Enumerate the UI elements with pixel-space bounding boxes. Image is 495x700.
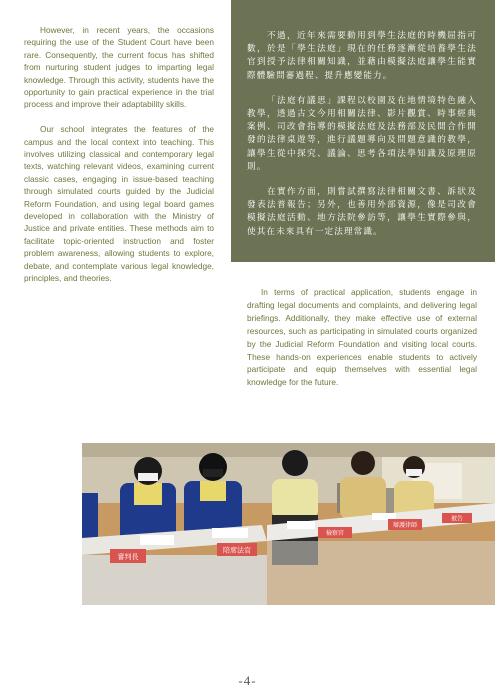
nameplate-presiding-judge [110,549,146,563]
nameplate-label: 陪席法官 [223,546,251,555]
english-paragraph: Our school integrates the features of the campus and the local context into teaching. This involves utilizing classical and contemporary legal texts, watching relevant videos, examining current classic cases, engaging in issue-based teaching through simulated courts guided by the Judicial Reform Foundation, and using legal board games developed in collaboration with the Ministry of Justice and private entities. These methods aim to facilitate topic-oriented instruction and foster problem awareness, allowing students to explore, debate, and contemplate various legal knowledge, principles, and theories. [24,124,214,284]
nameplate-defense [388,519,422,530]
nameplate-prosecutor [318,527,352,538]
page-number: -4- [238,673,257,688]
english-paragraph: However, in recent years, the occasions requiring the use of the Student Court have been rare. Consequently, the current focus has shifted from nurturing student judges to imparting legal knowledge. Through this activity, students have the opportunity to gain practical experience in the trial process and improve their adaptability skills. [24,25,214,110]
chinese-paragraph: 不過，近年來需要動用到學生法庭的時機屈指可數，於是「學生法庭」現在的任務逐漸從培養學生法官到授予法律相關知識，並藉由模擬法庭讓學生能實際體驗問審過程、提升應變能力。 [247,31,477,81]
nameplate-defendant [442,513,472,523]
classroom-photo-illustration [82,443,495,605]
nameplate-label: 辯護律師 [392,522,418,529]
chinese-text-box [231,0,495,262]
nameplate-label: 檢察官 [325,530,345,537]
chinese-paragraph: 「法庭有議思」課程以校園及在地情境特色融入教學，透過古文今用相關法律、影片觀賞、時事經典案例、司改會指導的模擬法庭及法務部及民間合作開發的法律桌遊等，進行議題導向及問題意識的教學，讓學生從中探究、議論、思考各項法學知識及原理原則。 [247,95,477,172]
chinese-paragraph: 在實作方面，則嘗試撰寫法律相關文書、訴狀及發表法普報告；另外，也善用外部資源，像是司改會模擬法庭活動、地方法院參訪等，讓學生實際參與，使其在未來具有一定法理常識。 [247,187,477,237]
nameplate-label: 被告 [450,515,464,523]
english-right-column [247,286,477,389]
nameplate-label: 審判長 [117,553,139,561]
english-left-column [24,24,214,297]
mock-court-photo [82,443,495,605]
nameplate-associate-judge [217,543,257,556]
english-paragraph: In terms of practical application, students engage in drafting legal documents and complaints, and delivering legal briefings. Additionally, they make effective use of external resources, such as participating in simulated courts organized by the Judicial Reform Foundation and visiting local courts. These hands-on experiences enable students to actively participate and equip themselves with essential legal knowledge for the future. [247,287,477,388]
